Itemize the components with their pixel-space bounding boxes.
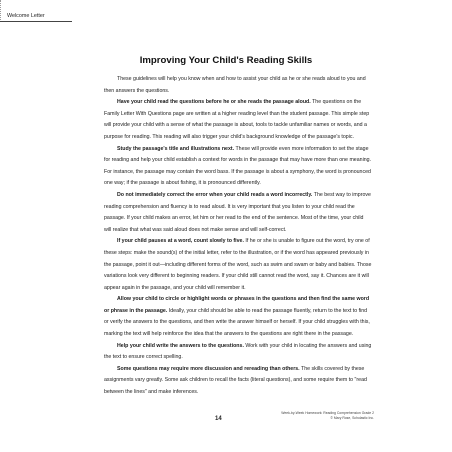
paragraph [104,97,372,143]
paragraph-text: These will provide even more information to set the stage for reading and help your child establish a context for words in the passage that may have more than one meaning. For instance, the passage may contain the word bass. If the passage is about a symphony, the word is pronounced one way; if the passage is about fishing, it is pronounced differently. [104,145,372,187]
paragraph [104,74,372,97]
paragraph-text: The questions on the Family Letter With Questions page are written at a higher reading level than the student passage. This simple step will provide your child with a sense of what the passage is about, tools to tackle unfamiliar names or words, and a purpose for reading. This reading will also trigger your child's background knowledge of the passage's topic. [104,99,370,140]
footer-credit [281,411,374,421]
paragraph-lead: Have your child read the questions before he or she reads the passage aloud. [117,99,311,106]
paragraph-text: Ideally, your child should be able to read the passage fluently, return to the text to find or verify the answers to the questions, and then write the answer himself or herself. If your child struggles with this, marking the text will help reinforce the idea that the answers to the questions are right there in the passage. [104,307,370,338]
paragraph-lead: Do not immediately correct the error when your child reads a word incorrectly. [117,191,313,198]
page-edge-dotted-rule [0,0,3,20]
paragraph [104,236,372,294]
paragraph-lead: Help your child write the answers to the questions. [117,342,244,349]
paragraph-lead: Study the passage's title and illustrations next. [117,145,235,152]
page-number: 14 [215,416,222,422]
credit-line: Week-by-Week Homework: Reading Comprehension Grade 2 [281,411,374,415]
paragraph [104,341,372,364]
paragraph-lead: Some questions may require more discussion and rereading than others. [117,365,300,372]
paragraph-text: The best way to improve reading comprehension and fluency is to read aloud. It is very important that you listen to your child read the passage. If your child makes an error, let him or her read to the end of the sentence. Most of the time, your child will realize that what was said aloud does not make sense and will self-correct. [104,191,371,233]
paragraph [104,364,372,399]
paragraph-lead: Allow your child to circle or highlight words or phrases in the questions and then find the same word or phrase in the passage. [104,296,370,314]
letter-body [104,74,372,399]
paragraph [104,294,372,340]
header-rule [0,21,72,22]
paragraph-text: The skills covered by these assignments vary greatly. Some ask children to recall the facts (literal questions), and some require them to "read between the lines" and make inferences. [104,365,367,396]
paragraph [104,190,372,236]
section-label: Welcome Letter [7,13,45,19]
credit-line: © Mary Rose, Scholastic Inc. [330,416,374,420]
paragraph-text: These guidelines will help you know when and how to assist your child as he or she reads aloud to you and then answers the questions. [104,76,366,94]
paragraph [104,144,372,190]
paragraph-text: If he or she is unable to figure out the word, try one of these steps: make the sound(s) of the initial letter, refer to the illustration, or if the word has appeared previously in the passage, point it out—including different forms of the word, such as swim and swam or baby and babies. Those variations look very different to beginning readers. If your child still cannot read the word, say it. Chances are it will appear again in the passage, and your child will remember it. [104,238,372,291]
paragraph-lead: If your child pauses at a word, count slowly to five. [117,238,244,245]
page-title: Improving Your Child's Reading Skills [139,55,313,66]
paragraph-text: Work with your child in locating the answers and using the text to ensure correct spelling. [104,342,372,361]
